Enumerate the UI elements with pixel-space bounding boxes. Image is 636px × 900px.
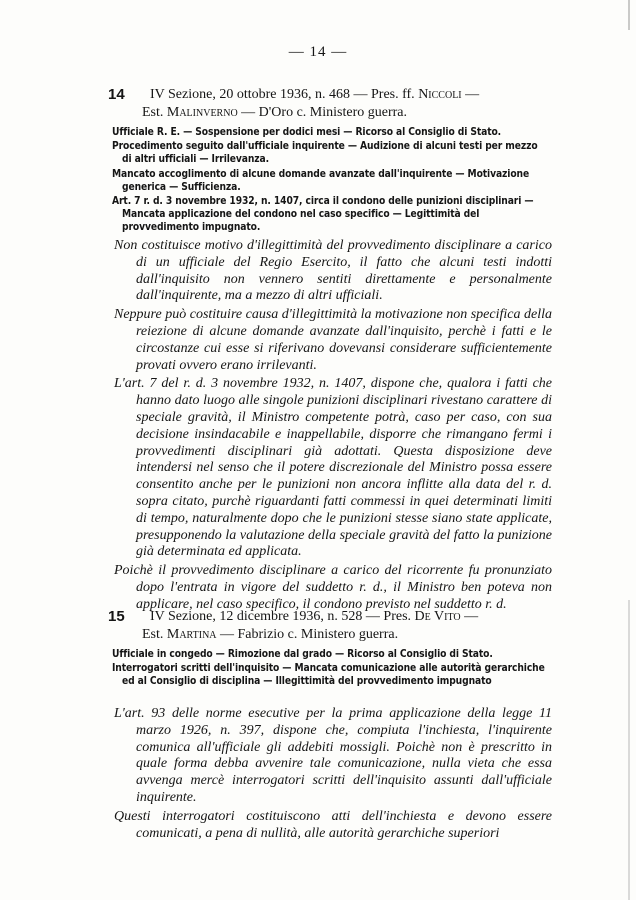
rapporteur-name: Martina xyxy=(166,627,217,642)
scan-edge-shadow xyxy=(628,0,630,900)
body-paragraph: Questi interrogatori costituiscono atti dell'inchiesta e devono essere comunicati, a pena di nullità, alle autorità gerarchiche superiori xyxy=(114,808,552,841)
entry-body xyxy=(114,706,552,844)
body-paragraph: L'art. 93 delle norme esecutive per la prima applicazione della legge 11 marzo 1926, n. 397, dispone che, compiuta l'inchiesta, l'inquirente comunica all'ufficiale gli addebiti mossigli. Poichè non è prescritto in quale forma debba avvenire tale comunicazione, nulla vieta che essa avvenga mercè interrogatori scritti dell'inquisito assunti dall'ufficiale inquirente. xyxy=(114,706,552,805)
entry-header xyxy=(108,86,554,122)
entry-header-line1: IV Sezione, 12 dicembre 1936, n. 528 — Pres. De Vito — xyxy=(150,609,479,624)
summary-item: Procedimento seguito dall'ufficiale inquirente — Audizione di alcuni testi per mezzo di altri ufficiali — Irrilevanza. xyxy=(112,141,538,166)
body-paragraph: Non costituisce motivo d'illegittimità del provvedimento disciplinare a carico di un ufficiale del Regio Esercito, il fatto che alcuni testi indotti dall'inquisito non vennero sentiti direttamente e personalmente dall'inquirente, ma a mezzo di altri ufficiali. xyxy=(114,238,552,304)
president-name: Niccoli xyxy=(418,87,462,102)
summary-item: Ufficiale in congedo — Rimozione dal grado — Ricorso al Consiglio di Stato. xyxy=(112,649,493,660)
rapporteur-name: Malinverno xyxy=(166,105,238,120)
entry-number: 14 xyxy=(108,86,125,103)
summary-item: Ufficiale R. E. — Sospensione per dodici mesi — Ricorso al Consiglio di Stato. xyxy=(112,127,502,138)
summary-item: Mancato accoglimento di alcune domande avanzate dall'inquirente — Motivazione generica — Sufficienza. xyxy=(112,168,530,193)
entry-header xyxy=(108,608,554,644)
page-number: — 14 — xyxy=(288,44,348,60)
entry-header-line1: IV Sezione, 20 ottobre 1936, n. 468 — Pres. ff. Niccoli — xyxy=(150,87,480,102)
body-paragraph: Poichè il provvedimento disciplinare a carico del ricorrente fu pronunziato dopo l'entrata in vigore del suddetto r. d., il Ministro ben poteva non applicare, nel caso specifico, il condono previsto nel suddetto r. d. xyxy=(114,563,552,612)
entry-body xyxy=(114,238,552,616)
entry-summary xyxy=(112,648,550,690)
summary-item: Interrogatori scritti dell'inquisito — Mancata comunicazione alle autorità gerarchiche ed al Consiglio di disciplina — Illegittimità del provvedimento impugnato xyxy=(112,663,545,688)
body-paragraph: L'art. 7 del r. d. 3 novembre 1932, n. 1407, dispone che, qualora i fatti che hanno dato luogo alle singole punizioni disciplinari rivestano carattere di speciale gravità, il Ministro competente potrà, caso per caso, con sua decisione insindacabile e inappellabile, disporre che rimangano fermi i provvedimenti disciplinari già adottati. Questa disposizione deve intendersi nel senso che il potere discrezionale del Ministro possa essere consentito anche per le punizioni non ancora inflitte alla data del r. d. sopra citato, purchè riguardanti fatti commessi in quei determinati limiti di tempo, naturalmente dopo che le punizioni stesse siano state applicate, presupponendo la valutazione della speciale gravità del fatto la punizione già determinata ed applicata. xyxy=(114,376,552,560)
body-paragraph: Neppure può costituire causa d'illegittimità la motivazione non specifica della reiezione di alcune domande avanzate dall'inquisito, perchè i fatti e le circostanze cui esse si riferivano dovevansi considerare sufficientemente provati ovvero erano irrilevanti. xyxy=(114,307,552,373)
entry-header-line2: Est. Malinverno — D'Oro c. Ministero guerra. xyxy=(142,105,407,120)
entry-summary xyxy=(112,126,550,236)
entry-header-line2: Est. Martina — Fabrizio c. Ministero guerra. xyxy=(142,627,399,642)
entry-number: 15 xyxy=(108,608,125,625)
summary-item: Art. 7 r. d. 3 novembre 1932, n. 1407, circa il condono delle punizioni disciplinari — Mancata applicazione del condono nel caso specifico — Legittimità del provvedimento impugnato. xyxy=(112,196,534,234)
president-name: De Vito xyxy=(414,609,461,624)
